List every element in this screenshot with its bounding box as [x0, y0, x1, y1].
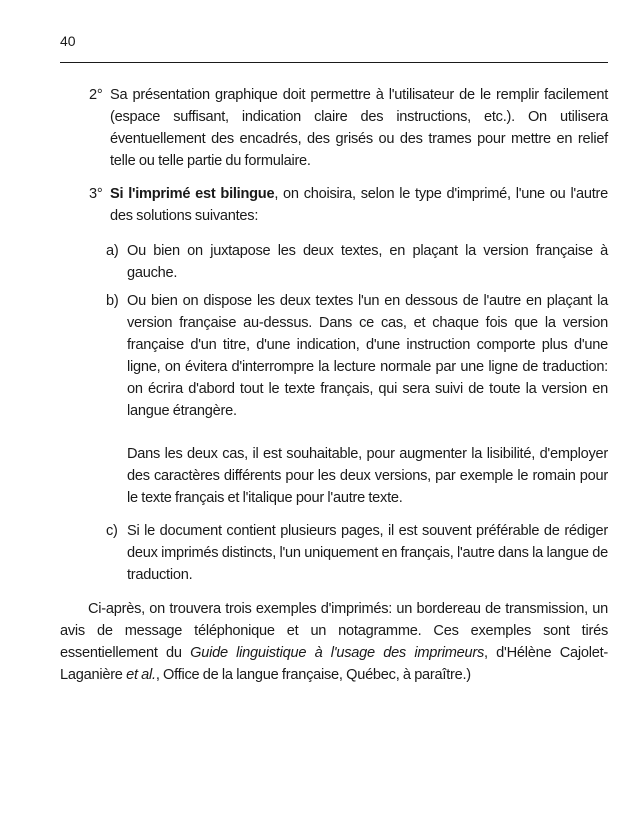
closing-paragraph — [60, 598, 608, 686]
list-number: 2° — [89, 87, 103, 103]
list-item-text: Sa présentation graphique doit permettre à l'utilisateur de le remplir facilement (espace suffisant, indication claire des instructions, etc.). On utilisera éventuellement des encadrés, des grisés ou des trames pour mettre en relief telle ou telle partie du formulaire. — [110, 87, 608, 169]
list-number: 3° — [89, 186, 103, 202]
sub-item-text: Ou bien on juxtapose les deux textes, en plaçant la version française à gauche. — [127, 243, 608, 281]
sub-item-text: Si le document contient plusieurs pages, il est souvent préférable de rédiger deux imprimés distincts, l'un uniquement en français, l'autre dans la langue de traduction. — [127, 523, 608, 583]
sub-item-letter: a) — [106, 243, 119, 259]
page-number: 40 — [60, 33, 76, 49]
sub-item-b-paragraph-2: Dans les deux cas, il est souhaitable, pour augmenter la lisibilité, d'employer des caractères différents pour les deux versions, par exemple le romain pour le texte français et l'italique pour l'autre texte. — [127, 446, 608, 506]
list-item-continuation: , on choisira, selon le type d'imprimé, l'une ou l'autre des solutions suivantes: — [110, 186, 608, 224]
sub-item-letter: b) — [106, 293, 119, 309]
et-al: et al. — [126, 667, 156, 683]
sub-item-letter: c) — [106, 523, 118, 539]
closing-text-2: , d'Hélène Cajolet-Laganière — [60, 645, 608, 683]
closing-text-3: , Office de la langue française, Québec, à paraître.) — [155, 667, 471, 683]
sub-item-c — [106, 520, 608, 586]
list-item-3 — [89, 183, 608, 227]
sub-item-text: Ou bien on dispose les deux textes l'un en dessous de l'autre en plaçant la version française au-dessus. Dans ce cas, et chaque fois que la version française d'un titre, d'une indication, d'une instruction comporte plus d'une ligne, on évitera d'interrompre la lecture normale par une ligne de traduction: on écrira d'abord tout le texte français, qui sera suivi de toute la version en langue étrangère. — [127, 293, 608, 419]
sub-item-b — [106, 290, 608, 422]
header-rule — [60, 62, 608, 63]
list-item-text — [110, 183, 608, 227]
sub-item-a — [106, 240, 608, 284]
list-item-2 — [89, 84, 608, 172]
book-title: Guide linguistique à l'usage des imprimeurs — [190, 645, 485, 661]
closing-text-1: Ci-après, on trouvera trois exemples d'imprimés: un bordereau de transmission, un avis de message téléphonique et un notagramme. Ces exemples sont tirés essentiellement du — [60, 601, 608, 661]
bold-phrase: Si l'imprimé est bilingue — [110, 186, 275, 202]
